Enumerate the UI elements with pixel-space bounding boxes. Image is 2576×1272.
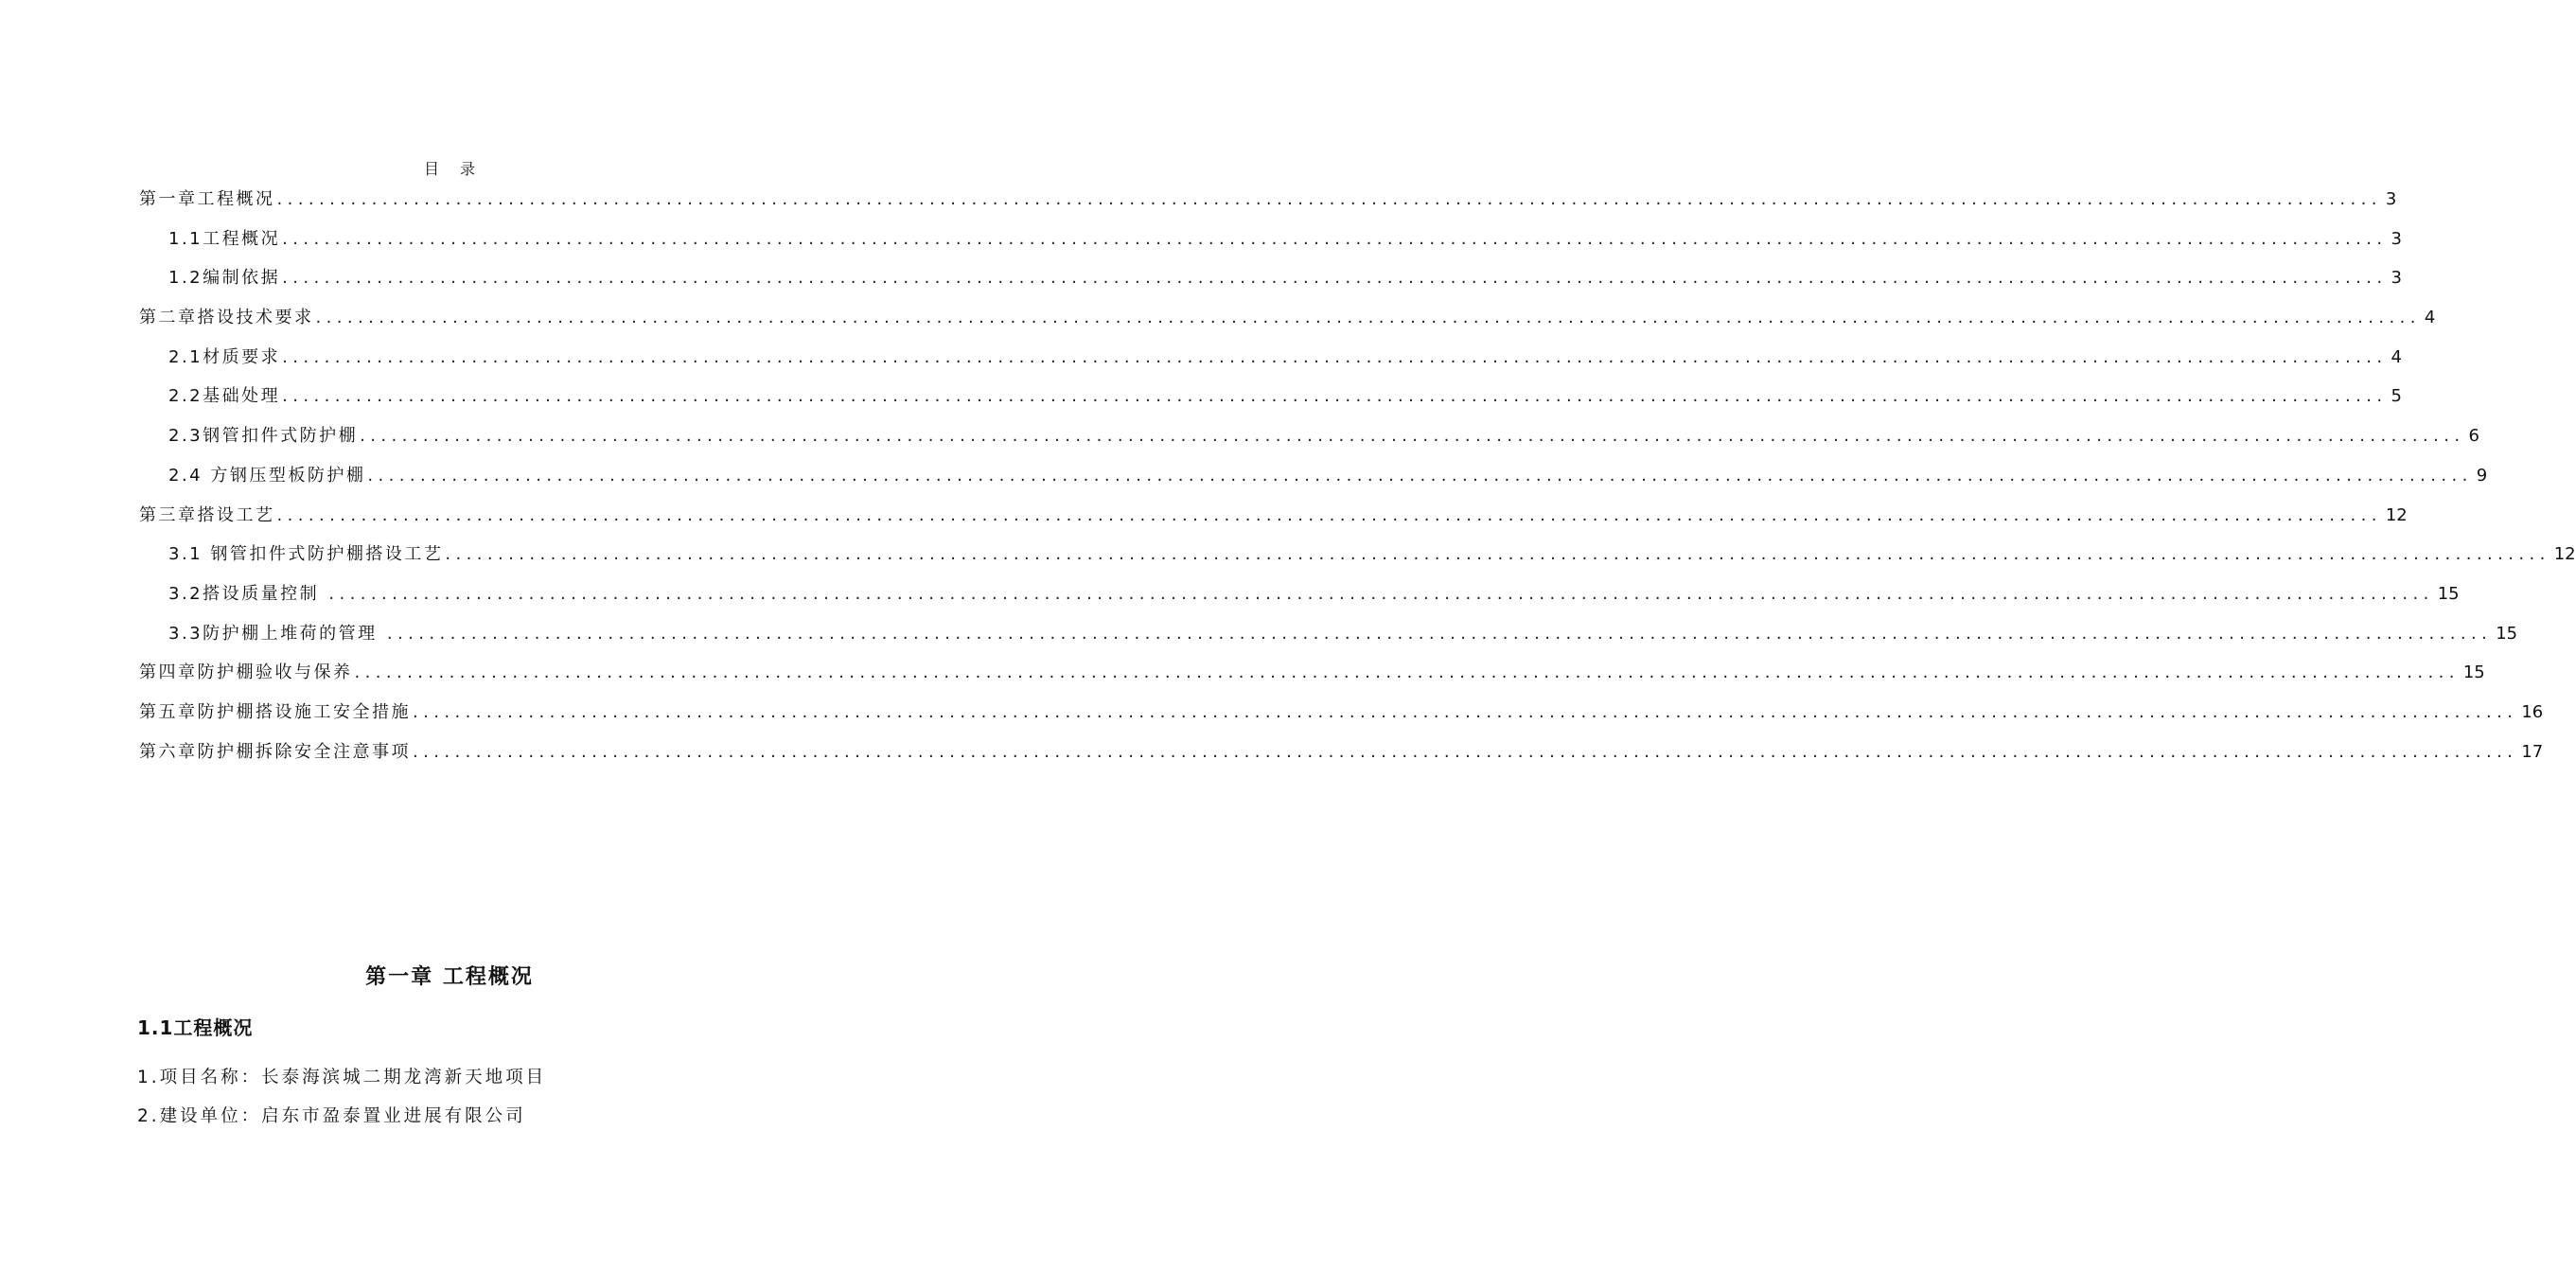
toc-leader-dots: ........................................................................................................................................................................................................	[282, 346, 2388, 367]
toc-entry-label: 2.3钢管扣件式防护棚	[168, 426, 359, 447]
toc-leader-dots: ........................................................................................................................................................................................................	[328, 583, 2434, 604]
toc-entry[interactable]	[139, 580, 2460, 620]
section-heading: 1.1工程概况	[137, 1016, 254, 1039]
toc-entry-label: 第一章工程概况	[139, 189, 275, 209]
toc-entry[interactable]	[139, 422, 2479, 462]
toc-entry[interactable]	[139, 540, 2576, 580]
toc-entry-label: 3.3防护棚上堆荷的管理	[168, 623, 385, 644]
toc-leader-dots: ........................................................................................................................................................................................................	[445, 544, 2550, 565]
toc-entry[interactable]	[139, 620, 2518, 660]
toc-entry[interactable]	[139, 225, 2402, 265]
toc-entry-page: 6	[2468, 426, 2479, 447]
toc-leader-dots: ........................................................................................................................................................................................................	[367, 465, 2473, 486]
toc-entry-label: 3.2搭设质量控制	[168, 583, 327, 604]
chapter-heading: 第一章 工程概况	[365, 965, 534, 989]
toc-entry-page: 12	[2553, 544, 2576, 565]
toc-entry[interactable]	[139, 382, 2402, 422]
toc-entry-page: 12	[2385, 504, 2408, 525]
paragraph-project-name: 1.项目名称：长泰海滨城二期龙湾新天地项目	[137, 1068, 547, 1087]
toc-entry-page: 17	[2521, 741, 2544, 762]
toc-entry[interactable]	[139, 659, 2485, 698]
toc-entry-page: 3	[2385, 189, 2397, 209]
toc-leader-dots: ........................................................................................................................................................................................................	[360, 426, 2465, 447]
toc-entry[interactable]	[139, 698, 2544, 738]
toc-entry-label: 2.4 方钢压型板防护棚	[168, 465, 366, 486]
toc-entry[interactable]	[139, 264, 2402, 304]
toc-leader-dots: ........................................................................................................................................................................................................	[354, 662, 2460, 683]
toc-entry-label: 3.1 钢管扣件式防护棚搭设工艺	[168, 544, 444, 565]
toc-entry[interactable]	[139, 462, 2488, 502]
toc-entry-page: 4	[2391, 346, 2402, 367]
toc-leader-dots: ........................................................................................................................................................................................................	[282, 268, 2388, 289]
table-of-contents	[139, 186, 2576, 777]
toc-entry-label: 第四章防护棚验收与保养	[139, 662, 353, 683]
toc-entry-page: 3	[2391, 268, 2402, 289]
toc-leader-dots: ........................................................................................................................................................................................................	[282, 228, 2388, 249]
toc-entry-page: 3	[2391, 228, 2402, 249]
toc-entry-label: 第六章防护棚拆除安全注意事项	[139, 741, 411, 762]
toc-leader-dots: ........................................................................................................................................................................................................	[413, 701, 2518, 722]
toc-entry-label: 2.1材质要求	[168, 346, 281, 367]
toc-entry-page: 15	[2462, 662, 2485, 683]
toc-entry-label: 1.1工程概况	[168, 228, 281, 249]
toc-entry[interactable]	[139, 344, 2402, 383]
toc-title: 目录	[423, 160, 496, 178]
toc-entry-page: 5	[2391, 386, 2402, 407]
toc-entry-label: 第五章防护棚搭设施工安全措施	[139, 701, 411, 722]
toc-entry[interactable]	[139, 186, 2397, 225]
toc-entry-page: 4	[2424, 308, 2436, 328]
toc-leader-dots: ........................................................................................................................................................................................................	[276, 189, 2382, 209]
toc-entry[interactable]	[139, 304, 2436, 344]
toc-entry-label: 1.2编制依据	[168, 268, 281, 289]
toc-leader-dots: ........................................................................................................................................................................................................	[276, 504, 2382, 525]
toc-leader-dots: ........................................................................................................................................................................................................	[315, 308, 2421, 328]
toc-entry-page: 9	[2476, 465, 2488, 486]
toc-entry-label: 第二章搭设技术要求	[139, 308, 314, 328]
toc-leader-dots: ........................................................................................................................................................................................................	[386, 623, 2493, 644]
paragraph-developer: 2.建设单位：启东市盈泰置业进展有限公司	[137, 1106, 526, 1126]
toc-entry-page: 16	[2521, 701, 2544, 722]
toc-entry-label: 2.2基础处理	[168, 386, 281, 407]
toc-leader-dots: ........................................................................................................................................................................................................	[282, 386, 2388, 407]
toc-entry-page: 15	[2437, 583, 2460, 604]
toc-entry[interactable]	[139, 738, 2544, 778]
toc-entry-page: 15	[2496, 623, 2518, 644]
toc-entry[interactable]	[139, 502, 2408, 541]
toc-entry-label: 第三章搭设工艺	[139, 504, 275, 525]
toc-leader-dots: ........................................................................................................................................................................................................	[413, 741, 2518, 762]
